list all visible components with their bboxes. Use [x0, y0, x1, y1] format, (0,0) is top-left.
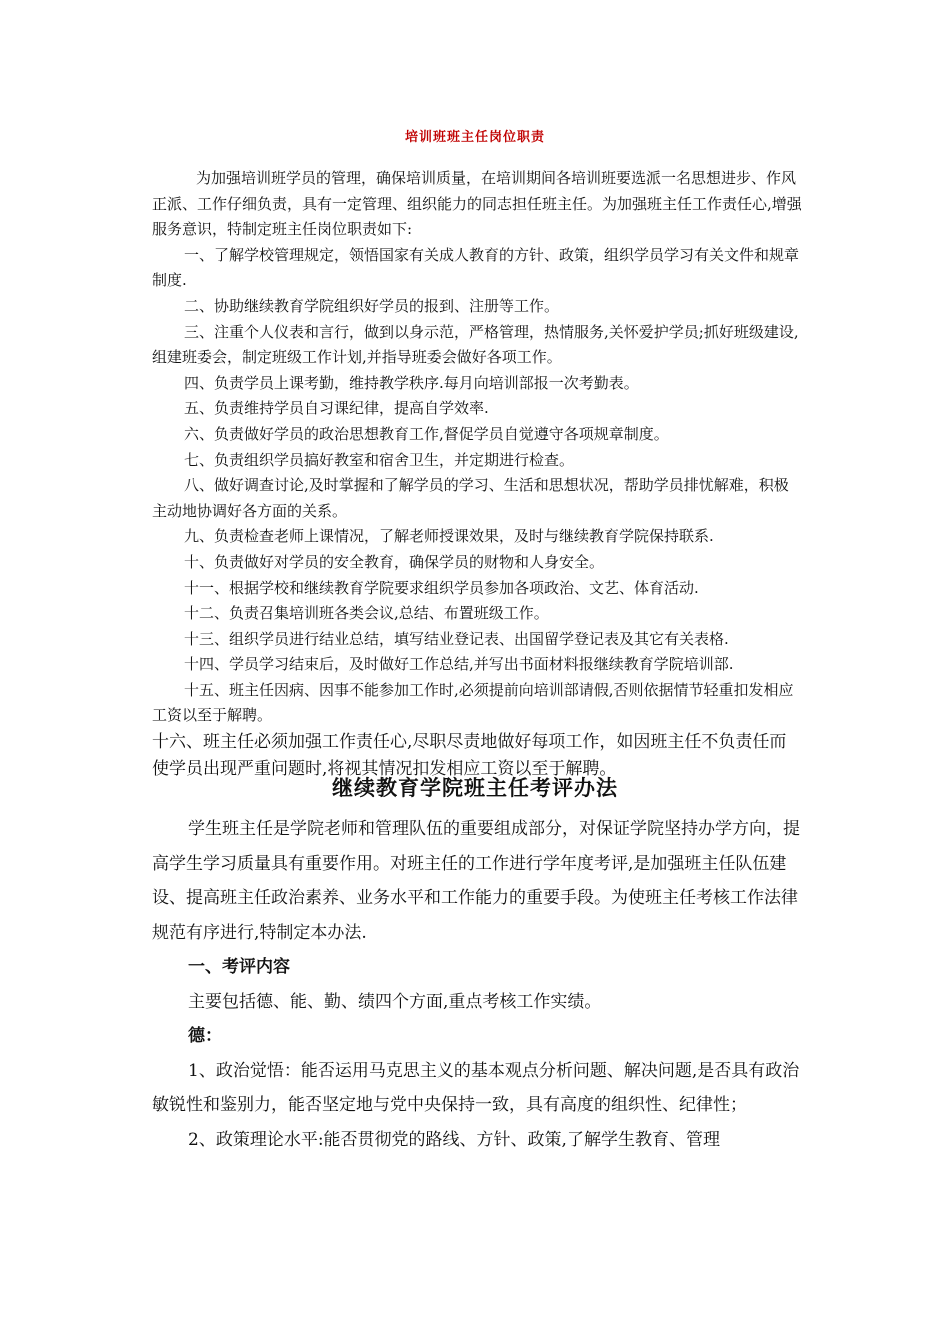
evaluation-summary-paragraph: 主要包括德、能、勤、绩四个方面,重点考核工作实绩。 — [188, 991, 602, 1012]
duty-item-14: 十四、学员学习结束后，及时做好工作总结,并写出书面材料报继续教育学院培训部. — [184, 655, 734, 674]
evaluation-intro-paragraph: 学生班主任是学院老师和管理队伍的重要组成部分，对保证学院坚持办学方向，提高学生学习质量具有重要作用。对班主任的工作进行学年度考评,是加强班主任队伍建设、提高班主任政治素养、业务水平和工作能力的重要手段。为使班主任考核工作法律规范有序进行,特制定本办法. — [152, 819, 800, 943]
evaluation-section — [152, 812, 802, 1157]
criterion-political-awareness: 1、政治觉悟：能否运用马克思主义的基本观点分析问题、解决问题,是否具有政治敏锐性和鉴别力，能否坚定地与党中央保持一致，具有高度的组织性、纪律性； — [152, 1060, 800, 1115]
duty-item-5: 五、负责维持学员自习课纪律，提高自学效率. — [184, 399, 489, 418]
duty-item-8: 八、做好调查讨论,及时掌握和了解学员的学习、生活和思想状况，帮助学员排忧解难，积极主动地协调好各方面的关系。 — [152, 476, 789, 520]
document-title: 培训班班主任岗位职责 — [404, 130, 545, 145]
duty-item-2: 二、协助继续教育学院组织好学员的报到、注册等工作。 — [184, 296, 560, 315]
duty-item-6: 六、负责做好学员的政治思想教育工作,督促学员自觉遵守各项规章制度。 — [184, 424, 669, 443]
virtue-heading: 德： — [188, 1026, 222, 1046]
duty-item-10: 十、负责做好对学员的安全教育，确保学员的财物和人身安全。 — [184, 552, 605, 571]
evaluation-content-heading: 一、考评内容 — [188, 957, 290, 977]
criterion-policy-theory: 2、政策理论水平:能否贯彻党的路线、方针、政策,了解学生教育、管理 — [188, 1129, 720, 1150]
intro-paragraph: 为加强培训班学员的管理，确保培训质量，在培训期间各培训班要选派一名思想进步、作风正派、工作仔细负责，具有一定管理、组织能力的同志担任班主任。为加强班主任工作责任心,增强服务意识，特制定班主任岗位职责如下: — [152, 169, 802, 239]
duty-item-4: 四、负责学员上课考勤，维持教学秩序.每月向培训部报一次考勤表。 — [184, 373, 639, 392]
duty-item-12: 十二、负责召集培训班各类会议,总结、布置班级工作。 — [184, 604, 549, 623]
duty-item-16: 十六、班主任必须加强工作责任心,尽职尽责地做好每项工作，如因班主任不负责任而使学员出现严重问题时,将视其情况扣发相应工资以至于解聘。 — [152, 732, 787, 780]
duty-item-3: 三、注重个人仪表和言行，做到以身示范，严格管理，热情服务,关怀爱护学员;抓好班级建设,组建班委会，制定班级工作计划,并指导班委会做好各项工作。 — [152, 322, 799, 367]
duties-section — [152, 166, 802, 783]
duty-item-7: 七、负责组织学员搞好教室和宿舍卫生，并定期进行检查。 — [184, 450, 575, 469]
evaluation-title: 继续教育学院班主任考评办法 — [332, 776, 618, 800]
duty-item-15: 十五、班主任因病、因事不能参加工作时,必须提前向培训部请假,否则依据情节轻重扣发相应工资以至于解聘。 — [152, 680, 794, 725]
duty-item-1: 一、了解学校管理规定，领悟国家有关成人教育的方针、政策，组织学员学习有关文件和规章制度. — [152, 245, 800, 290]
duty-item-11: 十一、根据学校和继续教育学院要求组织学员参加各项政治、文艺、体育活动. — [184, 578, 699, 597]
duty-item-13: 十三、组织学员进行结业总结，填写结业登记表、出国留学登记表及其它有关表格. — [184, 629, 729, 648]
duty-item-9: 九、负责检查老师上课情况，了解老师授课效果，及时与继续教育学院保持联系. — [184, 527, 714, 546]
